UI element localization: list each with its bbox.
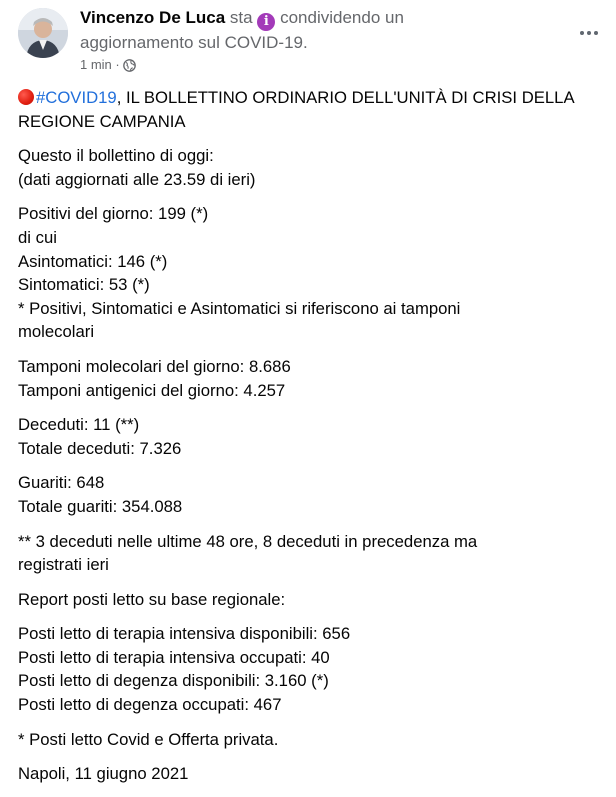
text-line: di cui <box>18 227 57 247</box>
post-header <box>18 6 608 76</box>
text-line: Posti letto di terapia intensiva disponibili: 656 <box>18 624 351 644</box>
intro-paragraph <box>18 144 603 191</box>
activity-verb: sta <box>229 8 253 27</box>
text-line: Napoli, 11 giugno 2021 <box>18 764 189 784</box>
post-header-text <box>80 6 550 55</box>
text-line: (dati aggiornati alle 23.59 di ieri) <box>18 169 256 189</box>
post-time[interactable]: 1 min <box>80 57 112 72</box>
text-line: Deceduti: 11 (**) <box>18 415 140 435</box>
red-circle-emoji <box>18 89 34 105</box>
text-line: * Posti letto Covid e Offerta privata. <box>18 729 279 749</box>
text-line: Totale deceduti: 7.326 <box>18 438 182 458</box>
text-line: Sintomatici: 53 (*) <box>18 275 150 295</box>
note-deceduti-paragraph <box>18 530 603 577</box>
text-line: Posti letto di degenza disponibili: 3.160 (*) <box>18 671 329 691</box>
text-line: * Positivi, Sintomatici e Asintomatici si riferiscono ai tamponi <box>18 298 461 318</box>
text-line: Positivi del giorno: 199 (*) <box>18 204 209 224</box>
text-line: molecolari <box>18 322 95 342</box>
text-line: Questo il bollettino di oggi: <box>18 146 214 166</box>
meta-separator: · <box>115 57 120 72</box>
deceduti-paragraph <box>18 413 603 460</box>
avatar-image <box>18 8 68 58</box>
tamponi-paragraph <box>18 355 603 402</box>
post-body <box>18 86 603 797</box>
text-line: Guariti: 648 <box>18 473 105 493</box>
activity-text-line2: aggiornamento sul COVID-19. <box>80 33 308 52</box>
post-meta <box>80 56 136 77</box>
headline <box>18 86 603 133</box>
guariti-paragraph <box>18 471 603 518</box>
text-line: Asintomatici: 146 (*) <box>18 251 168 271</box>
report-title-paragraph <box>18 588 603 612</box>
author-name[interactable]: Vincenzo De Luca <box>80 8 226 27</box>
text-line: Totale guariti: 354.088 <box>18 496 183 516</box>
text-line: Report posti letto su base regionale: <box>18 589 286 609</box>
text-line: Tamponi molecolari del giorno: 8.686 <box>18 356 291 376</box>
globe-icon[interactable] <box>123 59 136 77</box>
text-line: Tamponi antigenici del giorno: 4.257 <box>18 380 286 400</box>
hashtag-link[interactable]: #COVID19 <box>36 88 117 107</box>
headline-text-line2: REGIONE CAMPANIA <box>18 111 186 131</box>
text-line: Posti letto di degenza occupati: 467 <box>18 695 282 715</box>
posti-letto-paragraph <box>18 622 603 716</box>
text-line: registrati ieri <box>18 555 109 575</box>
text-line: Posti letto di terapia intensiva occupati: 40 <box>18 647 330 667</box>
headline-text: , IL BOLLETTINO ORDINARIO DELL'UNITÀ DI CRISI DELLA <box>116 88 575 107</box>
note-posti-paragraph <box>18 728 603 752</box>
activity-text: condividendo un <box>280 8 404 27</box>
signature-paragraph <box>18 762 603 786</box>
text-line: ** 3 deceduti nelle ultime 48 ore, 8 deceduti in precedenza ma <box>18 531 478 551</box>
info-icon: i <box>257 13 275 31</box>
positivi-paragraph <box>18 202 603 344</box>
avatar[interactable] <box>18 8 68 58</box>
more-options-icon[interactable] <box>574 18 604 48</box>
